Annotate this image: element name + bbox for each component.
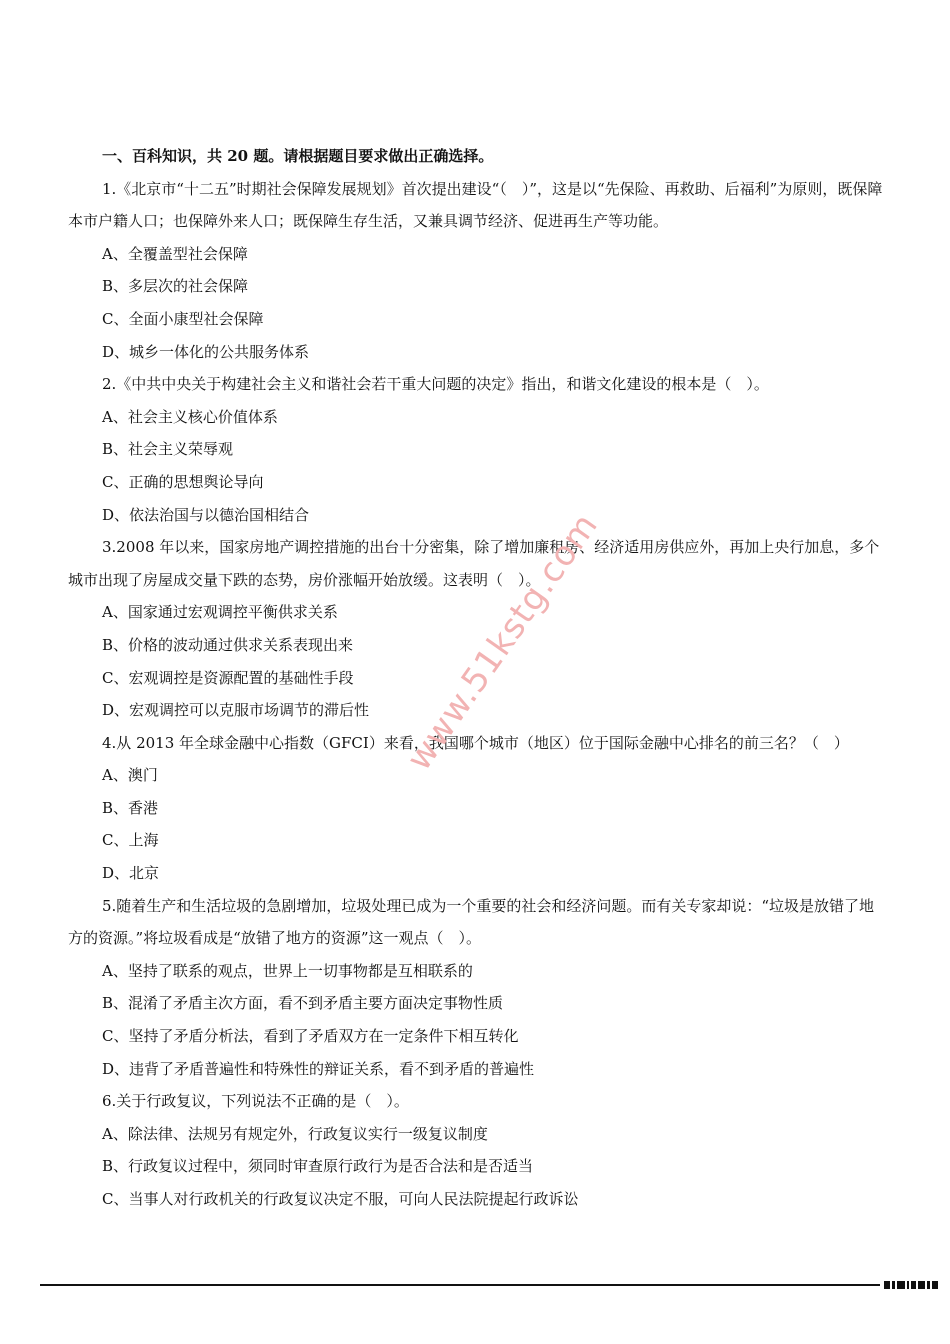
option-b: B、混淆了矛盾主次方面，看不到矛盾主要方面决定事物性质	[102, 994, 504, 1013]
footer-divider	[40, 1284, 880, 1286]
option-c: C、全面小康型社会保障	[102, 309, 264, 328]
option-c: C、宏观调控是资源配置的基础性手段	[102, 668, 354, 687]
option-a: A、除法律、法规另有规定外，行政复议实行一级复议制度	[102, 1124, 488, 1143]
option-d: D、北京	[102, 864, 160, 883]
question-stem: 6.关于行政复议，下列说法不正确的是（ ）。	[102, 1092, 409, 1111]
option-b: B、社会主义荣辱观	[102, 440, 234, 459]
question-stem: 4.从 2013 年全球金融中心指数（GFCI）来看，我国哪个城市（地区）位于国际金融中心排名的前三名？（ ）	[102, 733, 849, 752]
question-2	[68, 368, 884, 531]
question-stem: 2.《中共中央关于构建社会主义和谐社会若干重大问题的决定》指出，和谐文化建设的根本是（ ）。	[102, 375, 769, 394]
option-d: D、违背了矛盾普遍性和特殊性的辩证关系，看不到矛盾的普遍性	[102, 1059, 535, 1078]
option-c: C、正确的思想舆论导向	[102, 472, 264, 491]
option-b: B、多层次的社会保障	[102, 277, 249, 296]
question-3	[68, 531, 884, 727]
option-a: A、坚持了联系的观点，世界上一切事物都是互相联系的	[102, 961, 473, 980]
section-title: 一、百科知识，共 20 题。请根据题目要求做出正确选择。	[102, 147, 494, 165]
option-c: C、当事人对行政机关的行政复议决定不服，可向人民法院提起行政诉讼	[102, 1190, 579, 1208]
question-1	[68, 173, 884, 369]
option-a: A、全覆盖型社会保障	[102, 244, 248, 263]
option-b: B、价格的波动通过供求关系表现出来	[102, 635, 354, 654]
question-stem: 3.2008 年以来，国家房地产调控措施的出台十分密集，除了增加廉租房、经济适用房供应外，再加上央行加息，多个城市出现了房屋成交量下跌的态势，房价涨幅开始放缓。这表明（ ）。	[68, 538, 880, 589]
option-b: B、香港	[102, 798, 159, 817]
option-b: B、行政复议过程中，须同时审查原行政行为是否合法和是否适当	[102, 1157, 534, 1176]
question-6	[68, 1085, 884, 1215]
exam-content	[68, 140, 884, 1216]
option-d: D、依法治国与以德治国相结合	[102, 505, 310, 524]
option-c: C、上海	[102, 831, 159, 850]
question-5	[68, 890, 884, 1086]
option-c: C、坚持了矛盾分析法，看到了矛盾双方在一定条件下相互转化	[102, 1027, 519, 1046]
option-a: A、澳门	[102, 766, 158, 785]
question-stem: 1.《北京市“十二五”时期社会保障发展规划》首次提出建设“（ ）”，这是以“先保险、再救助、后福利”为原则，既保障本市户籍人口；也保障外来人口；既保障生存生活，又兼具调节经济、促进再生产等功能。	[68, 179, 883, 231]
qr-code-icon	[884, 1281, 944, 1291]
question-4	[68, 727, 884, 890]
option-a: A、社会主义核心价值体系	[102, 407, 278, 426]
option-a: A、国家通过宏观调控平衡供求关系	[102, 603, 338, 622]
option-d: D、城乡一体化的公共服务体系	[102, 342, 310, 361]
question-stem: 5.随着生产和生活垃圾的急剧增加，垃圾处理已成为一个重要的社会和经济问题。而有关专家却说：“垃圾是放错了地方的资源。”将垃圾看成是“放错了地方的资源”这一观点（ ）。	[68, 896, 874, 948]
option-d: D、宏观调控可以克服市场调节的滞后性	[102, 701, 370, 720]
watermark: www.51kstg.com	[399, 505, 607, 778]
